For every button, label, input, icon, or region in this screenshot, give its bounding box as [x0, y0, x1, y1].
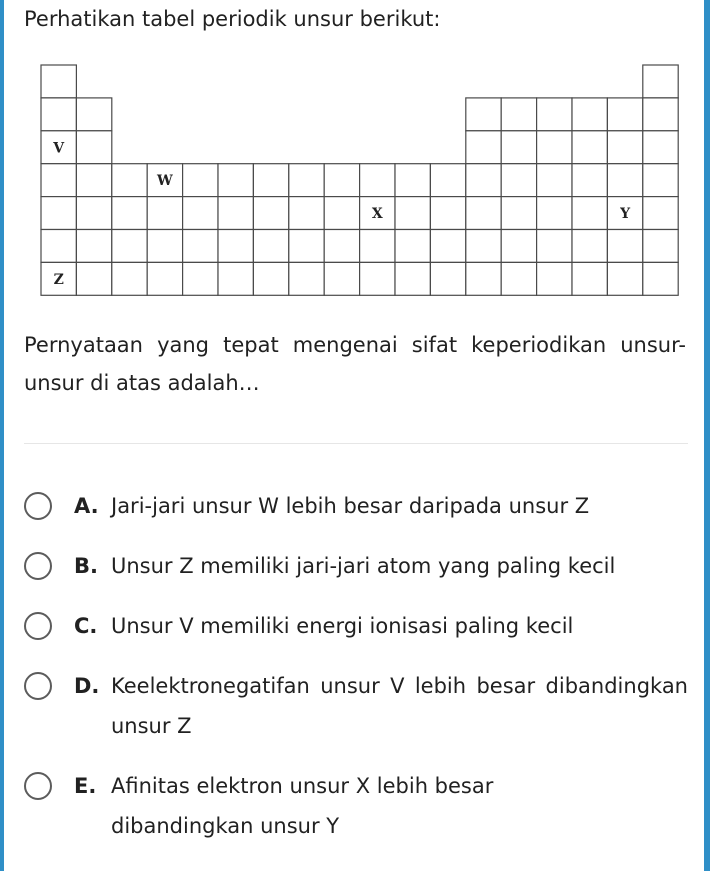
option-letter: C. [74, 614, 98, 638]
table-cell-p7-g6 [218, 262, 253, 295]
table-cell-p5-g14 [501, 197, 536, 230]
option-text: Afinitas elektron unsur X lebih besar dibandingkan unsur Y [111, 774, 494, 838]
table-cell-p2-g2 [76, 98, 111, 131]
table-cell-p3-g18 [643, 131, 678, 164]
table-cell-p7-g4 [147, 262, 182, 295]
table-cell-p6-g9 [324, 230, 359, 263]
table-cell-p5-g2 [76, 197, 111, 230]
option-letter: D. [74, 674, 100, 698]
table-cell-p7-g12 [430, 262, 465, 295]
table-cell-p5-g1 [41, 197, 76, 230]
table-cell-p4-g18 [643, 164, 678, 197]
table-cell-p5-g16 [572, 197, 607, 230]
radio-circle-icon[interactable] [24, 672, 52, 700]
table-cell-p6-g17 [607, 230, 642, 263]
element-label-v: V [53, 140, 65, 157]
table-cell-p4-g3 [112, 164, 147, 197]
question-text: Pernyataan yang tepat mengenai sifat keperiodikan unsur-unsur di atas adalah… [24, 333, 686, 395]
radio-circle-icon[interactable] [24, 552, 52, 580]
table-cell-p5-g18 [643, 197, 678, 230]
radio-circle-icon[interactable] [24, 612, 52, 640]
table-cell-p6-g16 [572, 230, 607, 263]
table-cell-p6-g6 [218, 230, 253, 263]
table-cell-p7-g8 [289, 262, 324, 295]
table-cell-p3-g16 [572, 131, 607, 164]
table-cell-p2-g16 [572, 98, 607, 131]
table-cell-p7-g11 [395, 262, 430, 295]
option-letter: A. [74, 494, 99, 518]
table-cell-p6-g2 [76, 230, 111, 263]
table-cell-p7-g13 [466, 262, 501, 295]
table-cell-p4-g2 [76, 164, 111, 197]
radio-circle-icon[interactable] [24, 772, 52, 800]
table-cell-p7-g3 [112, 262, 147, 295]
element-label-z: Z [53, 271, 64, 288]
option-letter: B. [74, 554, 98, 578]
table-cell-p2-g13 [466, 98, 501, 131]
table-cell-p5-g4 [147, 197, 182, 230]
table-cell-p3-g2 [76, 131, 111, 164]
table-cell-p3-g15 [537, 131, 572, 164]
table-cell-p1-g18 [643, 65, 678, 98]
table-cell-p4-g14 [501, 164, 536, 197]
table-cell-p7-g16 [572, 262, 607, 295]
table-cell-p7-g18 [643, 262, 678, 295]
table-cell-p6-g18 [643, 230, 678, 263]
table-cell-p6-g1 [41, 230, 76, 263]
table-cell-p5-g6 [218, 197, 253, 230]
option-text: Jari-jari unsur W lebih besar daripada unsur Z [111, 494, 590, 518]
table-cell-p1-g1 [41, 65, 76, 98]
table-cell-p4-g10 [360, 164, 395, 197]
table-cell-p6-g8 [289, 230, 324, 263]
table-cell-p3-g17 [607, 131, 642, 164]
table-cell-p5-g15 [537, 197, 572, 230]
periodic-table-grid [40, 64, 680, 296]
table-cell-p2-g14 [501, 98, 536, 131]
table-cell-p7-g5 [183, 262, 218, 295]
table-cell-p4-g13 [466, 164, 501, 197]
table-cell-p4-g5 [183, 164, 218, 197]
table-cell-p4-g11 [395, 164, 430, 197]
frame-right-border [704, 0, 710, 871]
table-cell-p3-g14 [501, 131, 536, 164]
table-cell-p5-g5 [183, 197, 218, 230]
table-cell-p4-g6 [218, 164, 253, 197]
table-cell-p5-g7 [253, 197, 288, 230]
table-cell-p6-g15 [537, 230, 572, 263]
table-cell-p4-g7 [253, 164, 288, 197]
element-label-y: Y [620, 206, 631, 223]
element-label-x: X [371, 206, 383, 223]
table-cell-p7-g15 [537, 262, 572, 295]
table-cell-p2-g17 [607, 98, 642, 131]
table-cell-p7-g9 [324, 262, 359, 295]
frame-left-border [0, 0, 4, 871]
option-letter: E. [74, 774, 97, 798]
table-cell-p4-g16 [572, 164, 607, 197]
option-text: Keelektronegatifan unsur V lebih besar dibandingkan unsur Z [111, 674, 688, 738]
table-cell-p4-g1 [41, 164, 76, 197]
table-cell-p7-g2 [76, 262, 111, 295]
table-cell-p6-g12 [430, 230, 465, 263]
option-b[interactable] [22, 546, 688, 586]
table-cell-p5-g11 [395, 197, 430, 230]
option-c[interactable] [22, 606, 688, 646]
table-cell-p7-g7 [253, 262, 288, 295]
table-cell-p6-g13 [466, 230, 501, 263]
divider [24, 443, 688, 444]
table-cell-p6-g7 [253, 230, 288, 263]
table-cell-p6-g4 [147, 230, 182, 263]
table-cell-p6-g14 [501, 230, 536, 263]
table-cell-p5-g8 [289, 197, 324, 230]
element-label-w: W [157, 173, 173, 190]
table-cell-p4-g12 [430, 164, 465, 197]
table-cell-p6-g10 [360, 230, 395, 263]
table-cell-p5-g13 [466, 197, 501, 230]
table-cell-p7-g17 [607, 262, 642, 295]
radio-circle-icon[interactable] [24, 492, 52, 520]
table-cell-p5-g3 [112, 197, 147, 230]
periodic-table-figure [40, 64, 680, 296]
table-cell-p4-g8 [289, 164, 324, 197]
table-cell-p4-g9 [324, 164, 359, 197]
intro-text: Perhatikan tabel periodik unsur berikut: [24, 7, 441, 31]
option-d[interactable] [22, 666, 688, 746]
table-cell-p4-g17 [607, 164, 642, 197]
table-cell-p7-g14 [501, 262, 536, 295]
table-cell-p5-g9 [324, 197, 359, 230]
table-cell-p7-g10 [360, 262, 395, 295]
table-cell-p4-g15 [537, 164, 572, 197]
option-text: Unsur V memiliki energi ionisasi paling kecil [111, 614, 574, 638]
option-text: Unsur Z memiliki jari-jari atom yang paling kecil [111, 554, 616, 578]
table-cell-p3-g13 [466, 131, 501, 164]
table-cell-p6-g11 [395, 230, 430, 263]
option-e[interactable] [22, 766, 688, 846]
table-cell-p2-g18 [643, 98, 678, 131]
table-cell-p6-g5 [183, 230, 218, 263]
table-cell-p2-g1 [41, 98, 76, 131]
option-a[interactable] [22, 486, 688, 526]
table-cell-p5-g12 [430, 197, 465, 230]
table-cell-p6-g3 [112, 230, 147, 263]
table-cell-p2-g15 [537, 98, 572, 131]
